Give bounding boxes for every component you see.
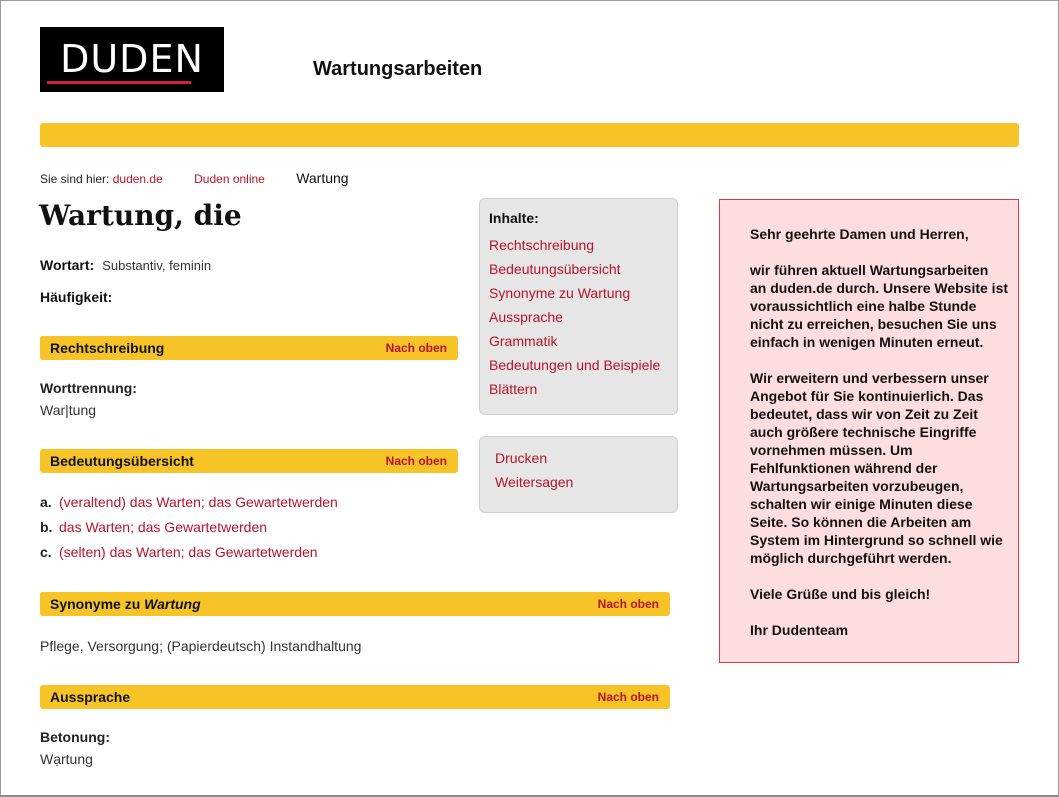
meaning-link[interactable]: (selten) das Warten; das Gewartetwerden: [59, 544, 318, 560]
toc-item-bedeutungen[interactable]: Bedeutungen und Beispiele: [489, 357, 661, 373]
meaning-letter: b.: [40, 519, 53, 535]
toc-heading: Inhalte:: [489, 210, 539, 226]
section-synonyme: [40, 592, 670, 616]
meaning-letter: c.: [40, 544, 52, 560]
notice-signature: Ihr Dudenteam: [750, 622, 849, 638]
nach-oben-link[interactable]: Nach oben: [385, 454, 447, 468]
notice-paragraph: Wir erweitern und verbessern unser Angebot für Sie kontinuierlich. Das bedeutet, dass wir von Zeit zu Zeit auch größere technische Eingriffe vornehmen müssen. Um Fehlfunktionen während der Wartungsarbeiten vorzubeugen, schalten wir einige Minuten diese Seite. So können die Arbeiten am System im Hintergrund so schnell wie möglich durchgeführt werden.: [750, 370, 1003, 566]
tools-box: [479, 436, 678, 513]
nach-oben-link[interactable]: Nach oben: [597, 690, 659, 704]
section-title-synonyme: [50, 596, 201, 612]
nach-oben-link[interactable]: Nach oben: [385, 341, 447, 355]
maintenance-notice: [719, 199, 1019, 663]
duden-logo[interactable]: [40, 27, 224, 92]
synonyme-title-prefix: Synonyme zu: [50, 596, 145, 612]
notice-paragraph: wir führen aktuell Wartungsarbeiten an duden.de durch. Unsere Website ist voraussichtlich eine halbe Stunde nicht zu erreichen, besuchen Sie uns einfach in wenigen Minuten erneut.: [750, 262, 1009, 350]
toc-item-bedeutungsuebersicht[interactable]: Bedeutungsübersicht: [489, 261, 621, 277]
notice-closing: Viele Grüße und bis gleich!: [750, 586, 931, 602]
synonyme-title-word: Wartung: [144, 596, 201, 612]
haeufigkeit-label: Häufigkeit:: [40, 289, 113, 305]
wortart-value: Substantiv, feminin: [102, 258, 212, 273]
tools-list: [495, 450, 573, 498]
breadcrumb-link-duden-online[interactable]: Duden online: [194, 172, 265, 186]
meaning-list: [40, 494, 338, 569]
toc-item-synonyme[interactable]: Synonyme zu Wartung: [489, 285, 631, 301]
wortart-label: Wortart:: [40, 257, 95, 273]
breadcrumb-current: Wartung: [296, 170, 349, 186]
section-title-rechtschreibung: Rechtschreibung: [50, 340, 165, 356]
toc-item-aussprache[interactable]: Aussprache: [489, 309, 563, 325]
worttrennung-label: Worttrennung:: [40, 380, 137, 396]
section-bedeutungsuebersicht: [40, 449, 458, 473]
nach-oben-link[interactable]: Nach oben: [597, 597, 659, 611]
breadcrumb: [40, 170, 349, 186]
header-navigation-bar: [40, 123, 1019, 147]
list-item: [40, 519, 338, 544]
wortart-row: [40, 257, 211, 273]
print-link[interactable]: Drucken: [495, 450, 548, 466]
section-rechtschreibung: [40, 336, 458, 360]
share-link[interactable]: Weitersagen: [495, 474, 574, 490]
toc-list: [489, 237, 660, 405]
section-title-bedeutungsuebersicht: Bedeutungsübersicht: [50, 453, 194, 469]
logo-text: DUDEN: [60, 37, 204, 81]
meaning-link[interactable]: das Warten; das Gewartetwerden: [59, 519, 268, 535]
toc-item-blaettern[interactable]: Blättern: [489, 381, 538, 397]
toc-item-rechtschreibung[interactable]: Rechtschreibung: [489, 237, 595, 253]
worttrennung-value: War|tung: [40, 402, 97, 418]
meaning-letter: a.: [40, 494, 52, 510]
haeufigkeit-row: [40, 289, 112, 305]
section-aussprache: [40, 685, 670, 709]
betonung-label: Betonung:: [40, 729, 110, 745]
logo-underline: [47, 81, 191, 84]
headword: Wartung, die: [39, 199, 242, 232]
breadcrumb-link-duden-de[interactable]: duden.de: [112, 172, 163, 186]
site-title: Wartungsarbeiten: [313, 58, 483, 80]
toc-item-grammatik[interactable]: Grammatik: [489, 333, 558, 349]
list-item: [40, 494, 338, 519]
breadcrumb-prefix: Sie sind hier:: [40, 172, 110, 186]
toc-box: [479, 198, 678, 415]
list-item: [40, 544, 338, 569]
synonyme-text: Pflege, Versorgung; (Papierdeutsch) Instandhaltung: [40, 638, 362, 654]
section-title-aussprache: Aussprache: [50, 689, 131, 705]
meaning-link[interactable]: (veraltend) das Warten; das Gewartetwerden: [59, 494, 338, 510]
betonung-value: Wạrtung: [40, 751, 93, 767]
notice-greeting: Sehr geehrte Damen und Herren,: [750, 226, 969, 242]
